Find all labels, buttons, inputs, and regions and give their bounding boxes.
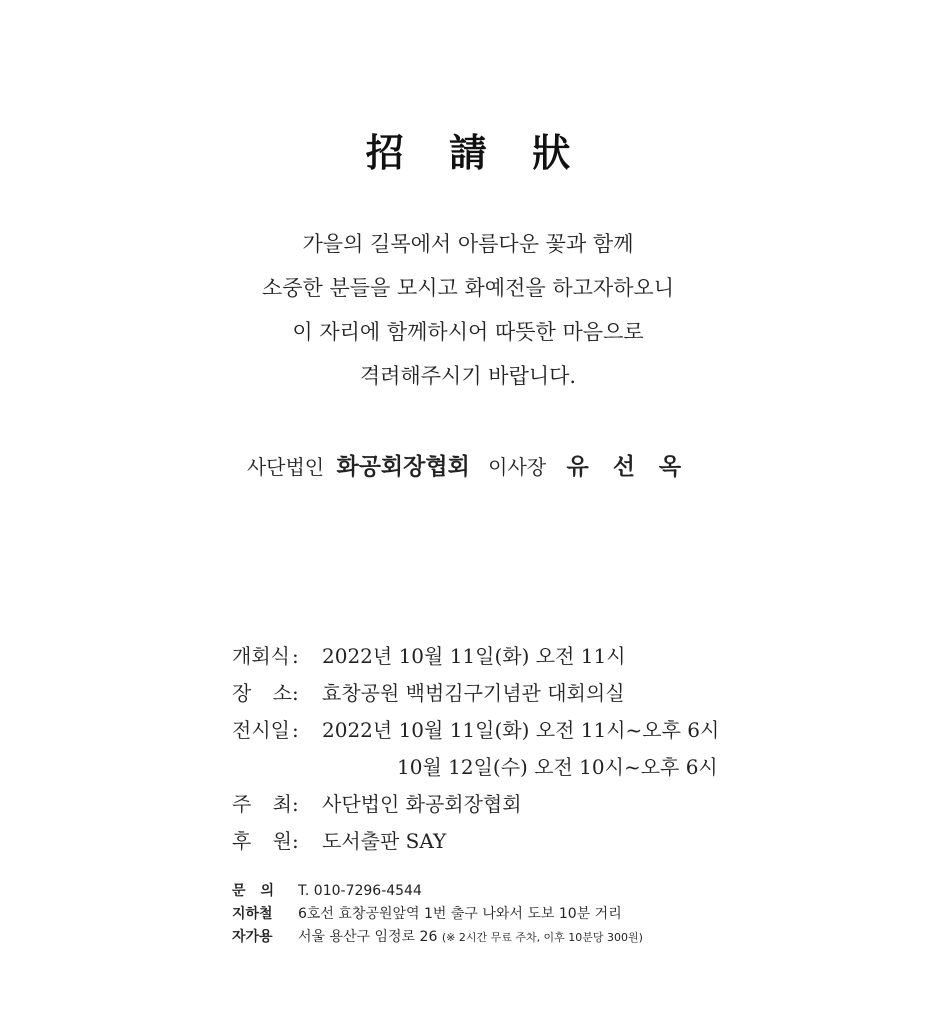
- detail-label: [232, 675, 292, 712]
- detail-colon: :: [292, 829, 299, 853]
- detail-value: 사단법인 화공회장협회: [322, 792, 522, 816]
- event-details: [232, 638, 872, 860]
- detail-row-sponsor: [232, 823, 872, 860]
- detail-colon: :: [292, 792, 299, 816]
- parking-note: (※ 2시간 무료 주차, 이후 10분당 300원): [441, 931, 643, 944]
- detail-row-opening: [232, 638, 872, 675]
- signature: [0, 448, 936, 481]
- detail-colon: :: [292, 681, 299, 705]
- intro-paragraph: [0, 222, 936, 398]
- label-char: 소: [272, 681, 292, 705]
- label-char: 주: [232, 792, 252, 816]
- contact-label: 지하철: [232, 906, 273, 922]
- detail-row-exhibition: [232, 712, 872, 749]
- label-char: 후: [232, 829, 252, 853]
- detail-colon: :: [292, 644, 299, 668]
- label-char: 문: [232, 883, 246, 899]
- detail-value: 2022년 10월 11일(화) 오전 11시: [322, 644, 626, 668]
- contact-phone: T. 010-7296-4544: [298, 883, 422, 899]
- detail-value: 10월 12일(수) 오전 10시~오후 6시: [397, 755, 718, 779]
- detail-colon: :: [292, 718, 299, 742]
- intro-line: 격려해주시기 바랍니다.: [359, 364, 577, 388]
- label-char: 의: [260, 883, 274, 899]
- label-char: 장: [232, 681, 252, 705]
- contact-row-car: [232, 926, 872, 949]
- contact-row-inquiry: [232, 880, 872, 903]
- contact-label: 자가용: [232, 929, 273, 945]
- contact-value: [298, 926, 643, 949]
- detail-label: 전시일: [232, 718, 290, 742]
- label-char: 원: [272, 829, 292, 853]
- signature-prefix: 사단법인: [246, 455, 325, 479]
- intro-line: 소중한 분들을 모시고 화예전을 하고자하오니: [261, 276, 675, 300]
- contact-address: 서울 용산구 임정로 26: [298, 929, 438, 945]
- detail-row-host: [232, 786, 872, 823]
- invitation-title: 招 請 狀: [365, 130, 587, 175]
- detail-row-exhibition-cont: [232, 749, 872, 786]
- detail-label: [232, 786, 292, 823]
- contact-info: [232, 880, 872, 949]
- label-char: 최: [272, 792, 292, 816]
- detail-value: 2022년 10월 11일(화) 오전 11시~오후 6시: [322, 718, 720, 742]
- detail-row-venue: [232, 675, 872, 712]
- intro-line: 이 자리에 함께하시어 따뜻한 마음으로: [292, 320, 644, 344]
- contact-row-subway: [232, 903, 872, 926]
- signature-name: 유 선 옥: [566, 453, 690, 480]
- detail-label: 개회식: [232, 644, 290, 668]
- contact-value: 6호선 효창공원앞역 1번 출구 나와서 도보 10분 거리: [298, 906, 622, 922]
- detail-value: 도서출판 SAY: [322, 829, 447, 853]
- contact-label: [232, 880, 274, 903]
- intro-line: 가을의 길목에서 아름다운 꽃과 함께: [302, 232, 634, 256]
- detail-value: 효창공원 백범김구기념관 대회의실: [322, 681, 625, 705]
- signature-organization: 화공회장협회: [336, 453, 470, 480]
- signature-role: 이사장: [488, 455, 547, 479]
- detail-label: [232, 823, 292, 860]
